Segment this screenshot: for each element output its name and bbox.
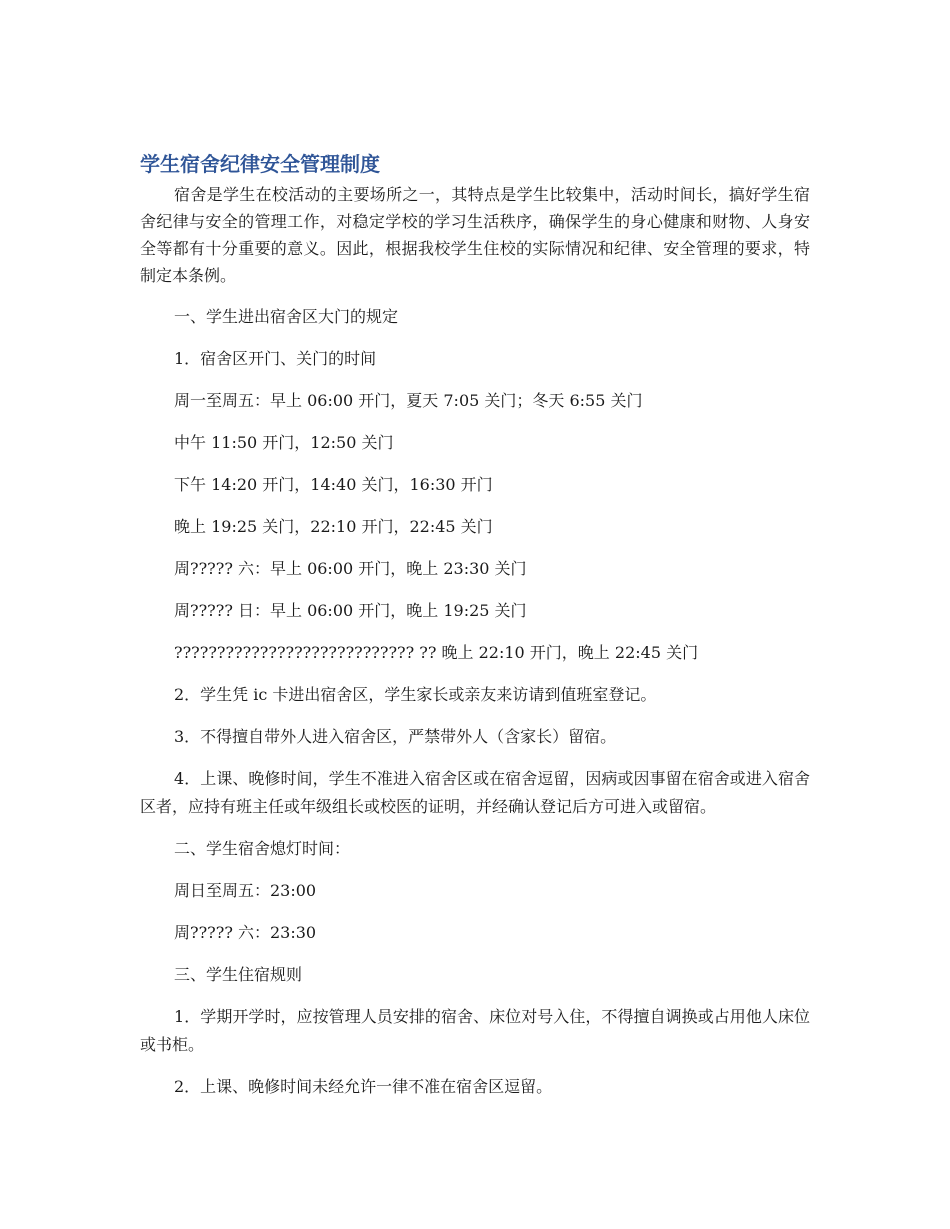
schedule-line: ???????????????????????????? ?? 晚上 22:10 开门，晚上 22:45 关门 — [174, 643, 699, 662]
section-heading-1: 一、学生进出宿舍区大门的规定 — [174, 307, 399, 326]
schedule-line: 周????? 六：23:30 — [174, 923, 317, 942]
document-title: 学生宿舍纪律安全管理制度 — [140, 152, 380, 176]
schedule-line: 周????? 六：早上 06:00 开门，晚上 23:30 关门 — [174, 559, 527, 578]
intro-paragraph: 宿舍是学生在校活动的主要场所之一，其特点是学生比较集中，活动时间长，搞好学生宿舍纪律与安全的管理工作，对稳定学校的学习生活秩序，确保学生的身心健康和财物、人身安全等都有十分重要的意义。因此，根据我校学生住校的实际情况和纪律、安全管理的要求，特制定本条例。 — [140, 185, 810, 285]
schedule-line: 中午 11:50 开门，12:50 关门 — [174, 433, 394, 452]
rule-item: 1．宿舍区开门、关门的时间 — [174, 349, 377, 368]
section-heading-2: 二、学生宿舍熄灯时间： — [174, 839, 351, 858]
rule-item: 3．不得擅自带外人进入宿舍区，严禁带外人（含家长）留宿。 — [174, 727, 617, 746]
rule-item: 1．学期开学时，应按管理人员安排的宿舍、床位对号入住，不得擅自调换或占用他人床位或书柜。 — [140, 1007, 810, 1054]
rule-item: 2．上课、晚修时间未经允许一律不准在宿舍区逗留。 — [174, 1077, 553, 1096]
schedule-line: 周????? 日：早上 06:00 开门，晚上 19:25 关门 — [174, 601, 527, 620]
schedule-line: 周一至周五：早上 06:00 开门，夏天 7:05 关门；冬天 6:55 关门 — [174, 391, 643, 410]
rule-item: 2．学生凭 ic 卡进出宿舍区，学生家长或亲友来访请到值班室登记。 — [174, 685, 657, 704]
document-page — [140, 148, 810, 1115]
rule-item: 4．上课、晚修时间，学生不准进入宿舍区或在宿舍逗留，因病或因事留在宿舍或进入宿舍区者，应持有班主任或年级组长或校医的证明，并经确认登记后方可进入或留宿。 — [140, 769, 810, 816]
schedule-line: 周日至周五：23:00 — [174, 881, 317, 900]
schedule-line: 下午 14:20 开门，14:40 关门，16:30 开门 — [174, 475, 493, 494]
schedule-line: 晚上 19:25 关门，22:10 开门，22:45 关门 — [174, 517, 493, 536]
section-heading-3: 三、学生住宿规则 — [174, 965, 303, 984]
